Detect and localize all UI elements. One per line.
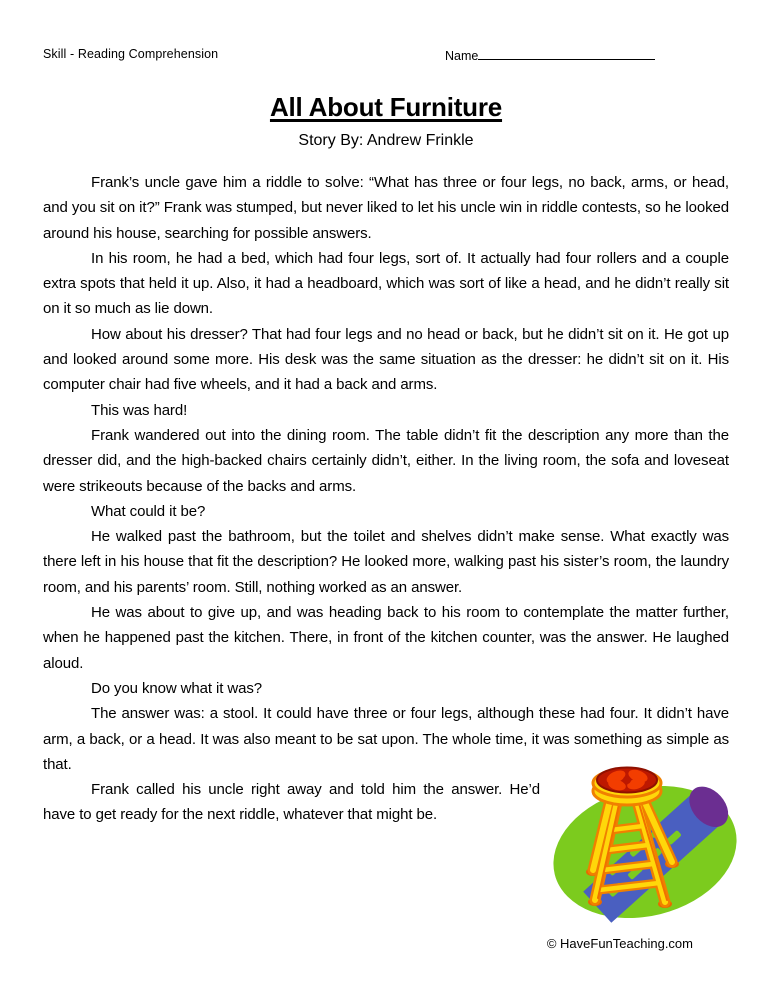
name-blank-line: [478, 47, 655, 60]
byline: Story By: Andrew Frinkle: [298, 132, 474, 149]
stool-seat: [593, 767, 661, 805]
story-paragraph: He walked past the bathroom, but the toilet and shelves didn’t make sense. What exactly was there left in his house that fit the description? He looked more, walking past his sister’s room, the laundry room, and his parents’ room. Still, nothing worked as an answer.: [43, 528, 729, 596]
stool-illustration: [548, 742, 748, 937]
story-text: [43, 170, 729, 828]
story-paragraph: What could it be?: [91, 502, 206, 520]
story-paragraph: Frank called his uncle right away and told him the answer. He’d have to get ready for the next riddle, whatever that might be.: [43, 781, 540, 824]
story-paragraph: How about his dresser? That had four legs and no head or back, but he didn’t sit on it. He got up and looked around some more. His desk was the same situation as the dresser: he didn’t sit on it. His computer chair had five wheels, and it had a back and arms.: [43, 325, 729, 394]
story-paragraph: He was about to give up, and was heading back to his room to contemplate the matter further, when he happened past the kitchen. There, in front of the kitchen counter, was the answer. He laughed aloud.: [43, 604, 729, 672]
story-paragraph: In his room, he had a bed, which had four legs, sort of. It actually had four rollers and a couple extra spots that held it up. Also, it had a headboard, which was sort of like a head, and he didn’t really sit on it so much as lie down.: [43, 249, 729, 318]
name-label: Name: [445, 49, 479, 63]
skill-label: Skill - Reading Comprehension: [43, 47, 219, 61]
copyright-text: © HaveFunTeaching.com: [546, 936, 693, 951]
story-paragraph: Do you know what it was?: [91, 679, 263, 697]
story-paragraph: Frank’s uncle gave him a riddle to solve: “What has three or four legs, no back, arms, or head, and you sit on it?” Frank was stumped, but never liked to let his uncle win in riddle contests, so he looked around his house, searching for possible answers.: [43, 174, 729, 242]
story-paragraph: Frank wandered out into the dining room. The table didn’t fit the description any more than the dresser did, and the high-backed chairs certainly didn’t, either. In the living room, the sofa and loveseat were strikeouts because of the backs and arms.: [43, 426, 729, 495]
story-paragraph: The answer was: a stool. It could have three or four legs, although these had four. It didn’t have arm, a back, or a head. It was also meant to be sat upon. The whole time, it was something as simple as that.: [43, 705, 729, 773]
stool-clipart-svg: [548, 742, 748, 937]
story-paragraph: This was hard!: [91, 401, 188, 419]
seat-center-dot: [623, 776, 631, 784]
name-field: [445, 47, 655, 63]
page-title: All About Furniture: [269, 92, 503, 122]
